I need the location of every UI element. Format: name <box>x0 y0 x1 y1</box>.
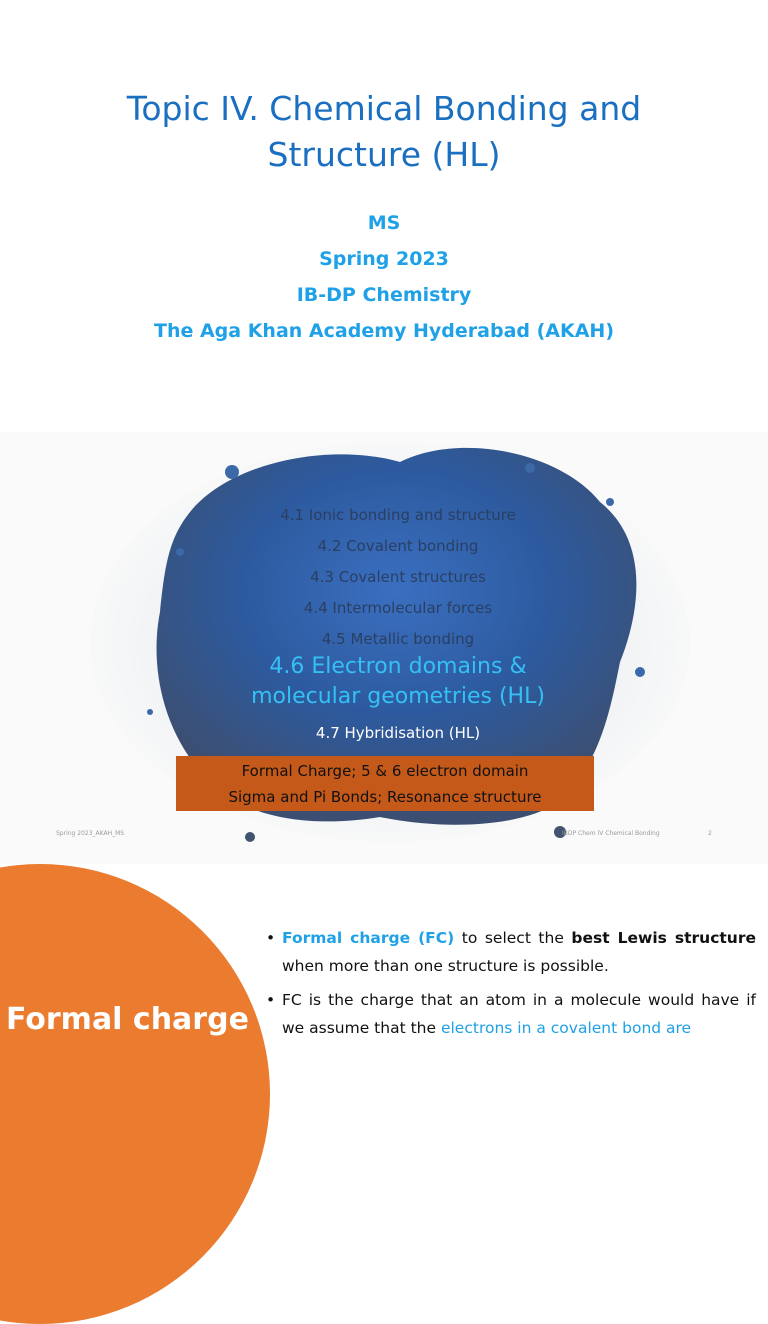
bullet2-cut-b: electrons in a covalent bond are <box>440 1019 692 1037</box>
bullet-list <box>266 924 756 1042</box>
toc-current-line-2: molecular geometries (HL) <box>251 684 545 709</box>
formal-charge-term: Formal charge (FC) <box>282 929 455 947</box>
bullet-item <box>266 924 756 980</box>
bullet-dot-icon: • <box>266 991 276 1009</box>
slide-title-line-2: Structure (HL) <box>267 135 501 174</box>
circle-heading: Formal charge <box>6 1002 249 1037</box>
subtopics-line-2: Sigma and Pi Bonds; Resonance structure <box>228 788 542 806</box>
bullet1-mid: to select the <box>454 929 572 947</box>
toc-item-4-1: 4.1 Ionic bonding and structure <box>280 506 516 524</box>
toc-item-4-5: 4.5 Metallic bonding <box>321 630 475 648</box>
subtopics-box <box>176 756 594 811</box>
bullet1-bold: best Lewis structure <box>571 929 756 947</box>
page-number: 2 <box>708 830 712 837</box>
bullet-item <box>266 986 756 1042</box>
bullet2-start: FC is the charge that an atom in a molecule would have <box>282 991 740 1009</box>
formal-charge-slide <box>0 864 768 1037</box>
toc-item-4-7: 4.7 Hybridisation (HL) <box>315 724 481 742</box>
title-slide <box>0 0 768 432</box>
footer-left: Spring 2023_AKAH_MS <box>56 830 125 837</box>
slide-title-line-1: Topic IV. Chemical Bonding and <box>126 89 642 128</box>
bullet2-cut-a: if we assume that the <box>282 991 756 1037</box>
toc-item-4-2: 4.2 Covalent bonding <box>317 537 479 555</box>
term: Spring 2023 <box>319 248 449 270</box>
toc-item-4-6-current <box>200 652 596 712</box>
course: IB-DP Chemistry <box>296 284 472 306</box>
toc-item-4-3: 4.3 Covalent structures <box>310 568 486 586</box>
footer-right: IBDP Chem IV Chemical Bonding <box>562 830 660 837</box>
school: The Aga Khan Academy Hyderabad (AKAH) <box>153 320 615 342</box>
orange-circle-graphic <box>0 864 270 1324</box>
bullet1-end: when more than one structure is possible. <box>282 957 609 975</box>
subtopics-line-1: Formal Charge; 5 & 6 electron domain <box>241 762 529 780</box>
toc-item-4-4: 4.4 Intermolecular forces <box>303 599 493 617</box>
toc-current-line-1: 4.6 Electron domains & <box>269 654 527 679</box>
contents-slide <box>0 432 768 864</box>
slide-title <box>60 86 708 178</box>
bullet-dot-icon: • <box>266 929 276 947</box>
author: MS <box>367 212 401 234</box>
